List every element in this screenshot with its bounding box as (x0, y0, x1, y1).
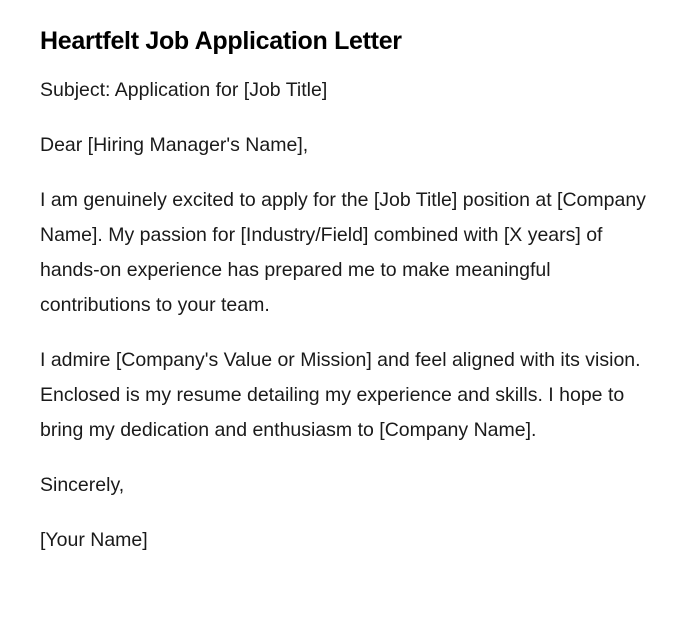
letter-title: Heartfelt Job Application Letter (40, 27, 402, 55)
body-paragraph-2: I admire [Company's Value or Mission] and feel aligned with its vision. Enclosed is my resume detailing my experience and skills. I hope to bring my dedication and enthusiasm to [Company Name]. (40, 349, 641, 441)
signature: [Your Name] (40, 529, 148, 551)
subject-line: Subject: Application for [Job Title] (40, 79, 328, 101)
body-paragraph-1: I am genuinely excited to apply for the [Job Title] position at [Company Name]. My passion for [Industry/Field] combined with [X years] of hands-on experience has prepared me to make meaningful contributions to your team. (40, 189, 646, 316)
closing: Sincerely, (40, 474, 125, 496)
letter-document (40, 22, 650, 578)
salutation: Dear [Hiring Manager's Name], (40, 134, 309, 156)
